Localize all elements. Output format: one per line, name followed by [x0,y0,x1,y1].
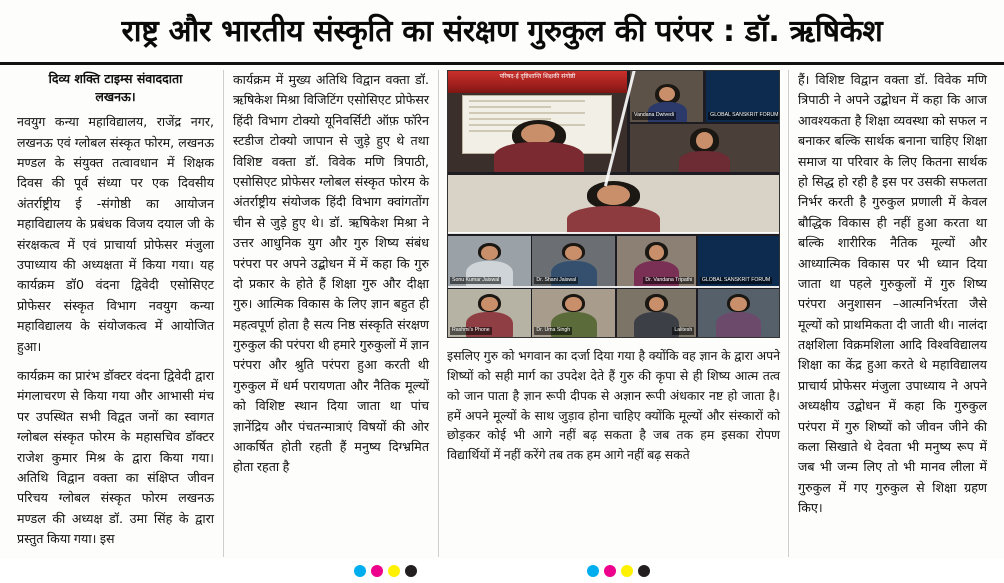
page-title: राष्ट्र और भारतीय संस्कृति का संरक्षण गुरुकुल की परंपर : डॉ. ऋषिकेश [121,13,883,49]
column-4 [788,70,996,557]
tile-dr-shani-jaiswal [532,236,615,287]
tile-lalitesh [617,289,696,337]
montage-divider [448,286,779,288]
dot-magenta [604,565,616,577]
participant-name: GLOBAL SANSKRIT FORUM [710,111,779,118]
dot-yellow [621,565,633,577]
byline-line2: लखनऊ। [95,89,136,105]
tile-dr-vandana-tripathi [617,236,696,287]
dot-cyan [354,565,366,577]
dots-right [587,565,650,577]
paragraph: इसलिए गुरु को भगवान का दर्जा दिया गया है क्योंकि वह ज्ञान के द्वारा अपने शिष्यों को सही मार्ग का उपदेश देते हैं गुरु की कृपा से ही शिष्य आत्म तत्व को जान पाता है ज्ञान रूपी दीपक से अज्ञान रूपी अंधकार नष्ट हो जाता है। हमें अपने मूल्यों के साथ जुड़ाव होना चाहिए क्योंकि मूल्यों और संस्कारों को छोड़कर कोई भी आगे नहीं बढ़ सकता है जब तक हम इसका रोपण विद्यार्थियों में नहीं करेंगे तब तक हम आगे नहीं बढ़ सकते [447,348,780,463]
tile-center-strip [448,175,779,234]
tile-sonu-kumar [448,236,531,287]
participant-name: Dr. Shani Jaiswal [536,276,577,283]
participant-name: Vandana Dwivedi [634,111,675,118]
montage-divider [448,232,779,234]
byline-line1: दिव्य शक्ति टाइम्स संवाददाता [48,71,183,86]
article-body [8,70,996,557]
dot-black [405,565,417,577]
participant-name: Dr. Uma Singh [536,327,571,334]
seminar-banner: परिषद-ई दृष्टिशान्ति शिक्षकी संगोष्ठी [448,71,627,93]
participant-name: Sonu Kumar Jaiswal [452,276,500,283]
tile-vandana-dwivedi [630,71,703,122]
column-1 [8,70,223,557]
tile-dr-uma-singh [532,289,615,337]
dot-black [638,565,650,577]
tile-extra [698,289,779,337]
paragraph: कार्यक्रम में मुख्य अतिथि विद्वान वक्ता डॉ. ऋषिकेश मिश्रा विजिटिंग एसोसिएट प्रोफेसर हिंदी विभाग टोक्यो यूनिवर्सिटी ऑफ़ फॉरेन स्टडीज टोक्यो जापान से जुड़े हुए थे तथा विशिष्ट वक्ता डॉ. विवेक मणि त्रिपाठी, एसोसिएट प्रोफेसर ग्लोबल संस्कृत फोरम के अंतर्राष्ट्रीय संयोजक हिंदी विभाग क्वांगतोंग चीन से जुड़े हुए थे। डॉ. ऋषिकेश मिश्रा ने उत्तर आधुनिक युग और गुरु शिष्य संबंध परंपरा पर अपने उद्बोधन में में कहा कि गुरु दो प्रकार के होते हैं शिक्षा गुरु और दीक्षा गुरु। आत्मिक विकास के लिए ज्ञान बहुत ही महत्वपूर्ण होता है सत्य निष्ठ संस्कृति संरक्षण गुरुकुल की परंपरा थी हमारे गुरुकुलों में ज्ञान परंपरा और श्रुति परंपरा हुआ करती थी गुरुकुल में धर्म परायणता और नैतिक मूल्यों को विशिष्ट स्थान दिया जाता था पांच ज्ञानेंद्रिय और पंचतन्मात्राएं विषयों की ओर आकर्षित होती रहती हैं मनुष्य दिग्भ्रमित होता रहता है [233,72,429,475]
tile-global-sanskrit-forum-2 [698,236,779,287]
dots-left [354,565,417,577]
tile-rashmis-phone [448,289,531,337]
column-2 [223,70,438,557]
dot-yellow [388,565,400,577]
speaker-figure [448,71,627,172]
dot-magenta [371,565,383,577]
column-3 [438,70,788,557]
byline [17,70,214,106]
participant-name: Rashmi's Phone [452,327,490,334]
participant-name: Lalitesh [674,327,693,334]
tile-main-speaker [448,71,627,172]
tile-speaker-wide [630,124,779,172]
paragraph: नवयुग कन्या महाविद्यालय, राजेंद्र नगर, लखनऊ एवं ग्लोबल संस्कृत फोरम, लखनऊ मण्डल के संयुक्त तत्वावधान में शिक्षक दिवस की पूर्व संध्या पर एक दिवसीय अंतर्राष्ट्रीय ई -संगोष्ठी का आयोजन महाविद्यालय के प्रबंधक विजय दयाल जी के संरक्षकत्व में एवं प्राचार्या प्रोफेसर मंजुला उपाध्याय की अध्यक्षता में किया गया। यह कार्यक्रम डॉ0 वंदना द्विवेदी एसोसिएट प्रोफेसर संस्कृत विभाग नवयुग कन्या महाविद्यालय के संयोजकत्व में आयोजित हुआ। [17,114,214,354]
tile-global-sanskrit-forum [706,71,779,122]
paragraph: कार्यक्रम का प्रारंभ डॉक्टर वंदना द्विवेदी द्वारा मंगलाचरण से किया गया और आभासी मंच पर उपस्थित सभी विद्वत जनों का स्वागत ग्लोबल संस्कृत फोरम के महासचिव डॉक्टर राजेश कुमार मिश्र के द्वारा किया गया। अतिथि विद्वान वक्ता का संक्षिप्त जीवन परिचय ग्लोबल संस्कृत फोरम लखनऊ मण्डल की अध्यक्ष डॉ. उमा सिंह के द्वारा प्रस्तुत किया गया। इस [17,367,214,547]
headline-bar [0,0,1004,65]
participant-name: GLOBAL SANSKRIT FORUM [701,276,771,283]
video-conference-montage [447,70,780,338]
print-registration-marks [0,559,1004,583]
participant-name: Dr. Vandana Tripathi [645,276,693,283]
dot-cyan [587,565,599,577]
paragraph: हैं। विशिष्ट विद्वान वक्ता डॉ. विवेक मणि त्रिपाठी ने अपने उद्बोधन में कहा कि आज आवश्यकता है शिक्षा व्यवस्था को सफल न बनाकर बल्कि सार्थक बनाना चाहिए शिक्षा समाज या परिवार के लिए कितना सार्थक हो सिद्ध हो रही है इस पर उसकी सफलता निर्भर करती है गुरुकुल प्रणाली में केवल बौद्धिक विकास ही नहीं हुआ करता था बल्कि शारीरिक नैतिक मूल्यों और आध्यात्मिक विकास पर भी ध्यान दिया जाता था पहले गुरुकुलों में गुरु शिष्य परंपरा अनुशासन –आत्मनिर्भरता जैसे मूल्यों को प्राथमिकता दी जाती थी। नालंदा तक्षशिला विक्रमशिला आदि विश्वविद्यालय शिक्षा का केंद्र हुआ करते थे महाविद्यालय प्राचार्य प्रोफेसर मंजुला उपाध्याय ने अपने अध्यक्षीय उद्बोधन में कहा कि गुरुकुल परंपरा में गुरु शिष्यों को जीवन जीने की कला सिखाते थे देवता भी मनुष्य रूप में जब भी जन्म लिए तो भी मानव लीला में गुरुकुल में गए गुरुकुल से शिक्षा ग्रहण किए। [798,72,987,516]
